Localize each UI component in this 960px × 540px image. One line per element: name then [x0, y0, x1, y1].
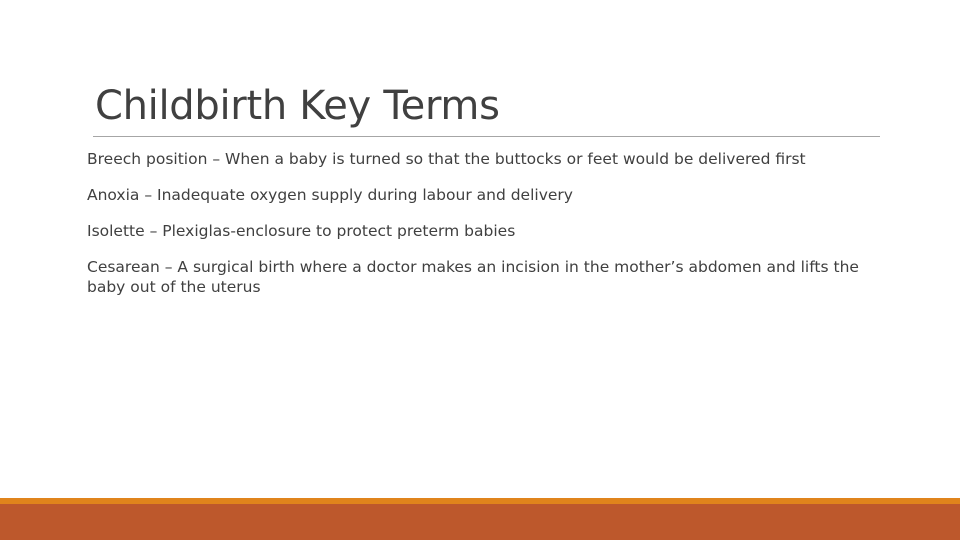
slide-title: Childbirth Key Terms	[95, 83, 500, 129]
term-cesarean: Cesarean – A surgical birth where a doctor makes an incision in the mother’s abdomen and lifts the baby out of the uterus	[87, 258, 859, 296]
term-breech-position: Breech position – When a baby is turned so that the buttocks or feet would be delivered first	[87, 150, 806, 168]
term-anoxia: Anoxia – Inadequate oxygen supply during labour and delivery	[87, 186, 573, 204]
footer-band-dark	[0, 504, 960, 540]
term-isolette: Isolette – Plexiglas-enclosure to protect preterm babies	[87, 222, 516, 240]
terms-list	[87, 149, 872, 313]
title-divider	[93, 136, 880, 137]
